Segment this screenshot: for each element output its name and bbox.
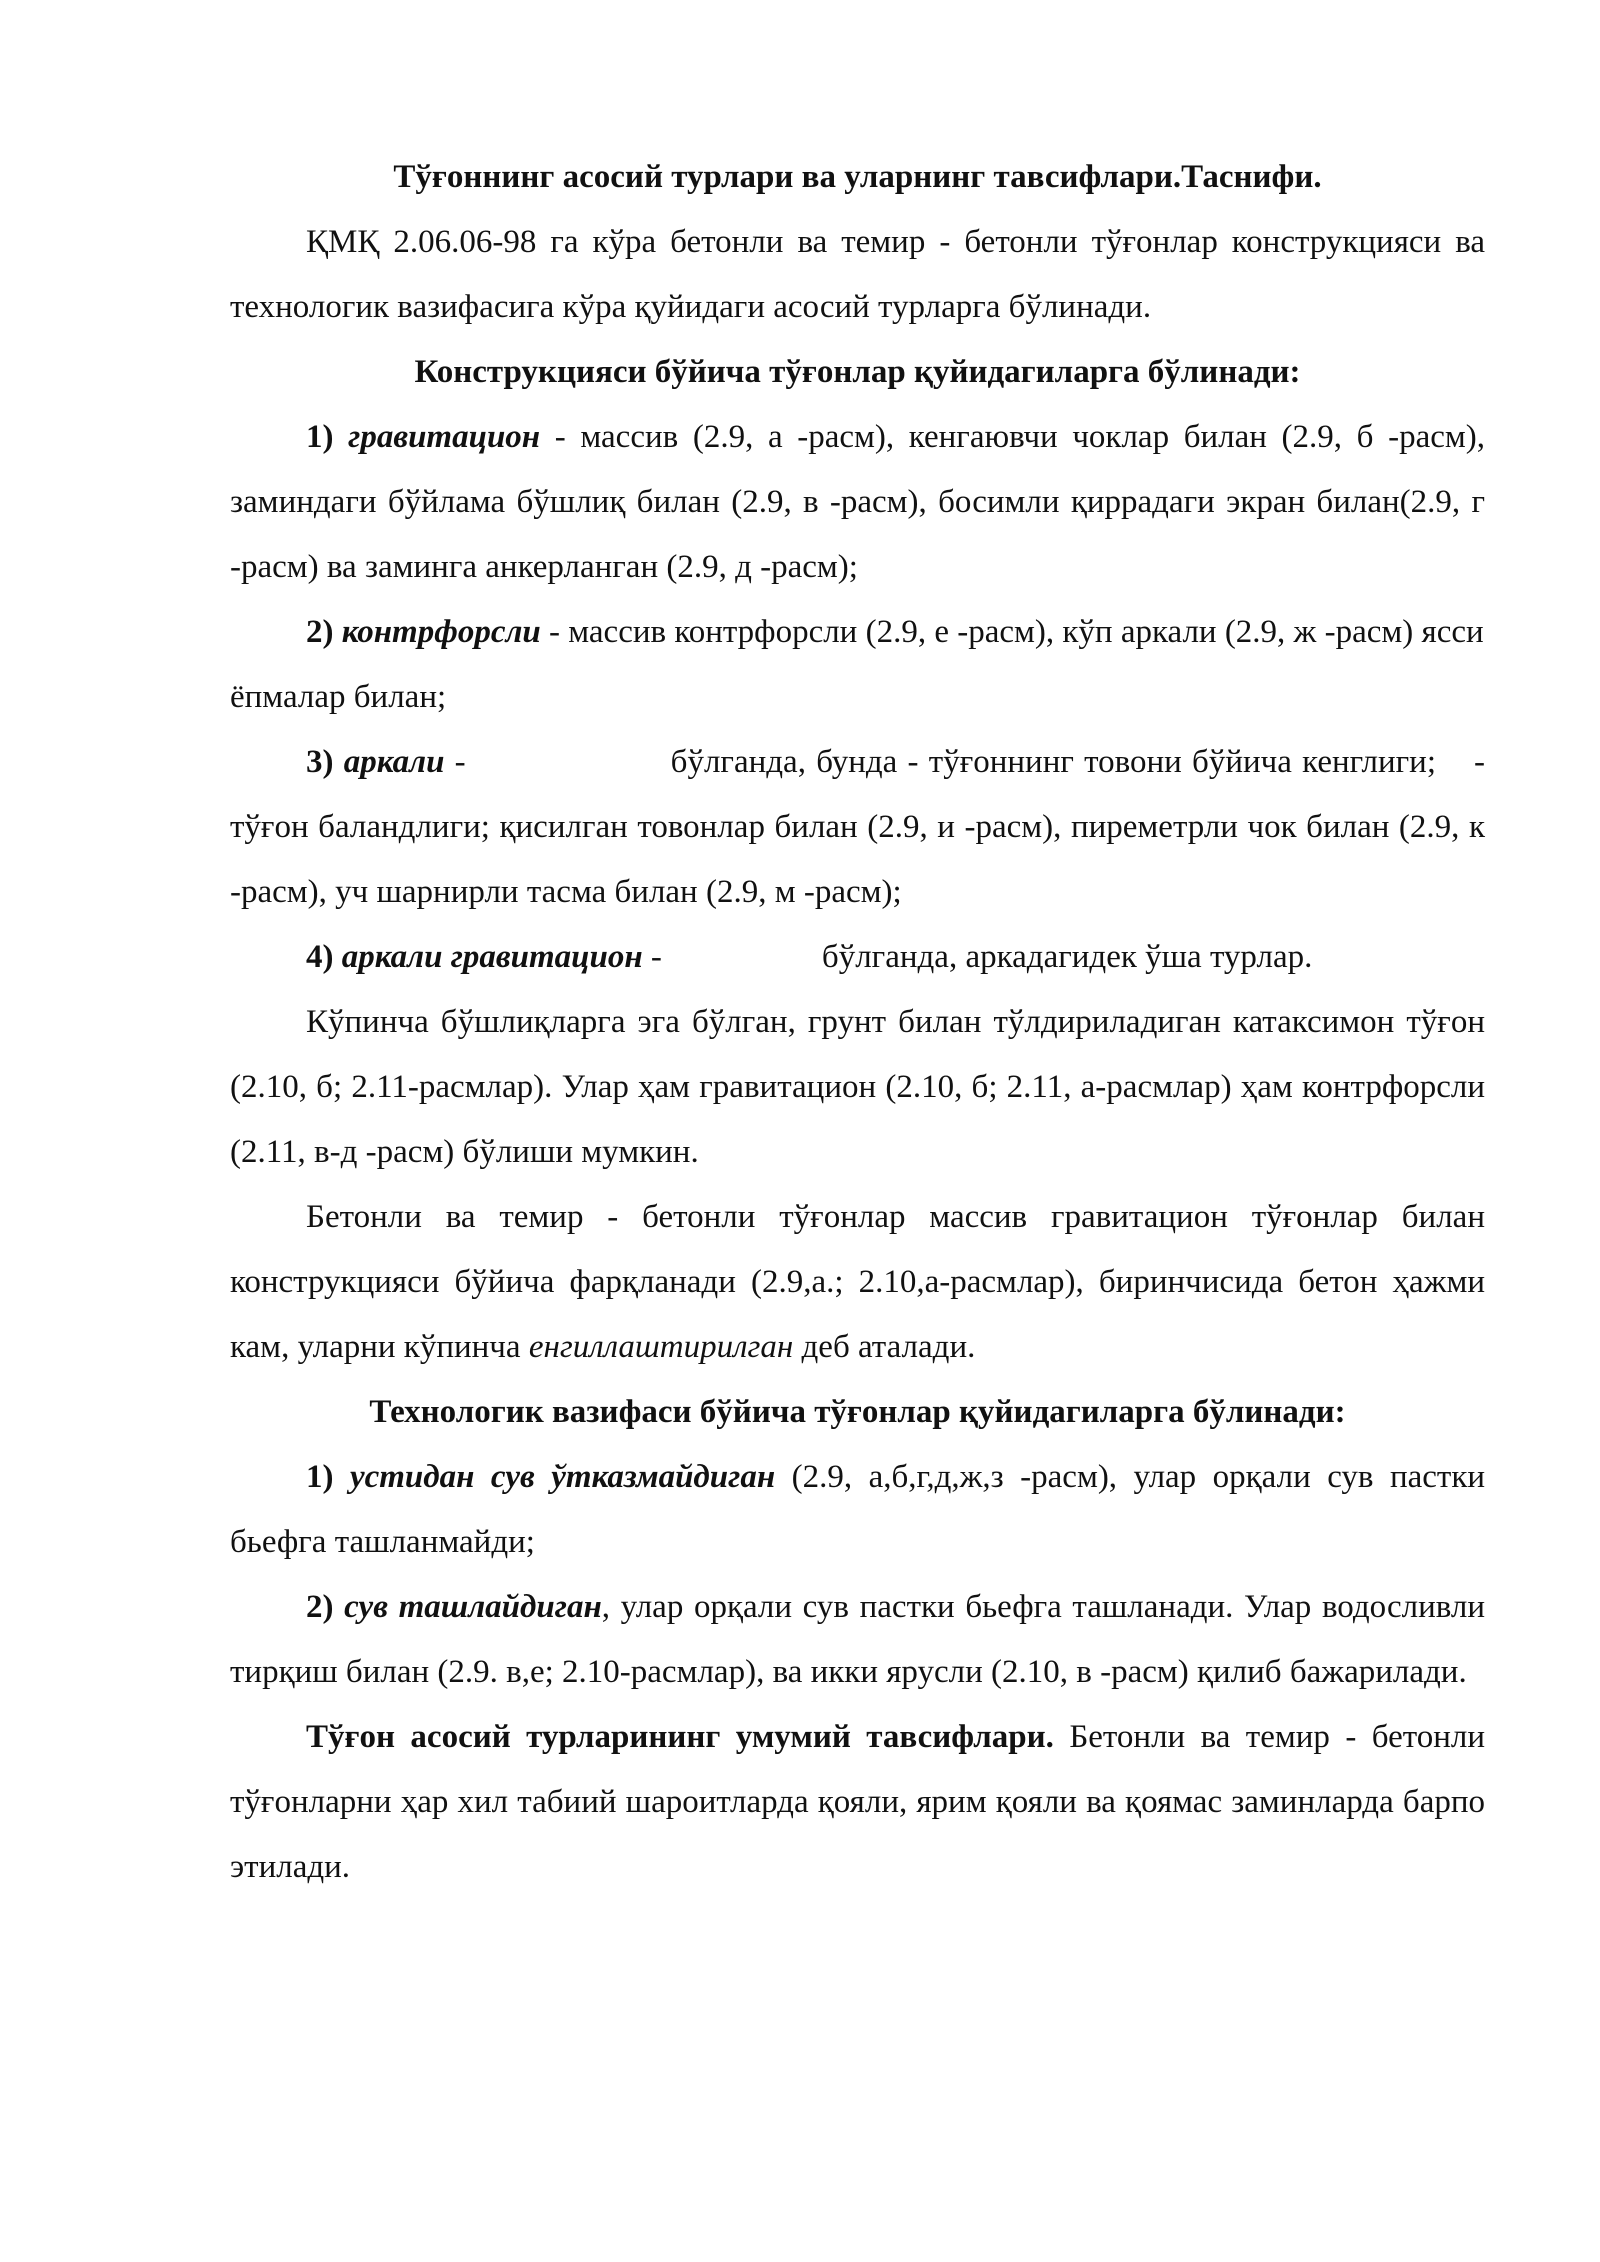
- list-item-gravity: [230, 405, 1485, 600]
- item-text: бўлганда, аркадагидек ўша турлар.: [821, 939, 1313, 975]
- italic-term: енгиллаштирилган: [528, 1329, 794, 1365]
- cellular-dam-paragraph: Кўпинча бўшлиқларга эга бўлган, грунт билан тўлдириладиган катаксимон тўғон (2.10, б; 2.11-расмлар). Улар ҳам гравитацион (2.10, б; 2.11, а-расмлар) ҳам контрфорсли (2.11, в-д -расм) бўлиши мумкин.: [230, 1004, 1485, 1170]
- inline-heading: Тўғон асосий турларининг умумий тавсифлари.: [306, 1719, 1054, 1755]
- intro-paragraph: ҚМҚ 2.06.06-98 га кўра бетонли ва темир - бетонли тўғонлар конструкцияси ва технологик вазифасига кўра қуйидаги асосий турларга бўлинади.: [230, 224, 1485, 325]
- list-item-overflow: [230, 1575, 1485, 1705]
- item-number: 2): [306, 614, 334, 650]
- document-title: Тўғоннинг асосий турлари ва уларнинг тавсифлари.Таснифи.: [393, 159, 1322, 195]
- item-number: 3): [306, 744, 334, 780]
- item-number: 1): [306, 419, 334, 455]
- item-number: 1): [306, 1459, 334, 1495]
- item-text-part2: - тўғон баландлиги; қисилган товонлар билан (2.9, и -расм), пиреметрли чок билан (2.9, к -расм), уч шарнирли тасма билан (2.9, м -расм);: [230, 744, 1485, 910]
- paragraph-text: Бетонли ва темир - бетонли тўғонлар массив гравитацион тўғонлар билан конструкцияси бўйича фарқланади (2.9,а.; 2.10,а-расмлар), биринчисида бетон ҳажми кам, уларни кўпинча: [230, 1199, 1485, 1365]
- item-term: устидан сув ўтказмайдиган: [349, 1459, 776, 1495]
- item-term: гравитацион: [348, 419, 541, 455]
- item-dash: -: [444, 744, 466, 780]
- item-text: - массив контрфорсли (2.9, е -расм), кўп аркали (2.9, ж -расм) ясси ёпмалар билан;: [230, 614, 1484, 715]
- item-term: сув ташлайдиган: [344, 1589, 602, 1625]
- item-term: аркали: [343, 744, 445, 780]
- item-text: , улар орқали сув пастки бьефга ташланади. Улар водосливли тирқиш билан (2.9. в,е; 2.10-расмлар), ва икки ярусли (2.10, в -расм) қилиб бажарилади.: [230, 1589, 1486, 1690]
- item-text-part1: бўлганда, бунда - тўғоннинг товони бўйича кенглиги;: [670, 744, 1436, 780]
- paragraph-text: Бетонли ва темир - бетонли тўғонларни ҳар хил табиий шароитларда қояли, ярим қояли ва қоямас заминларда барпо этилади.: [230, 1719, 1485, 1885]
- item-text: (2.9, а,б,г,д,ж,з -расм), улар орқали сув пастки бьефга ташланмайди;: [230, 1459, 1486, 1560]
- item-term: контрфорсли: [341, 614, 541, 650]
- paragraph-text: деб аталади.: [793, 1329, 976, 1365]
- list-item-arch-gravity: [230, 925, 1485, 990]
- concrete-dam-paragraph: [230, 1185, 1485, 1380]
- item-text: - массив (2.9, а -расм), кенгаювчи чоклар билан (2.9, б -расм), заминдаги бўйлама бўшлиқ билан (2.9, в -расм), босимли қиррадаги экран билан(2.9, г -расм) ва заминга анкерланган (2.9, д -расм);: [230, 419, 1486, 585]
- section-heading-technology: Технологик вазифаси бўйича тўғонлар қуйидагиларга бўлинади:: [369, 1394, 1346, 1430]
- general-description-paragraph: [230, 1705, 1485, 1900]
- item-dash: -: [642, 939, 662, 975]
- list-item-non-overflow: [230, 1445, 1485, 1575]
- item-number: 2): [306, 1589, 334, 1625]
- item-term: аркали гравитацион: [341, 939, 643, 975]
- list-item-buttress: [230, 600, 1485, 730]
- document-body: [230, 145, 1485, 1900]
- item-number: 4): [306, 939, 334, 975]
- list-item-arch: [230, 730, 1485, 925]
- section-heading-construction: Конструкцияси бўйича тўғонлар қуйидагиларга бўлинади:: [414, 354, 1301, 390]
